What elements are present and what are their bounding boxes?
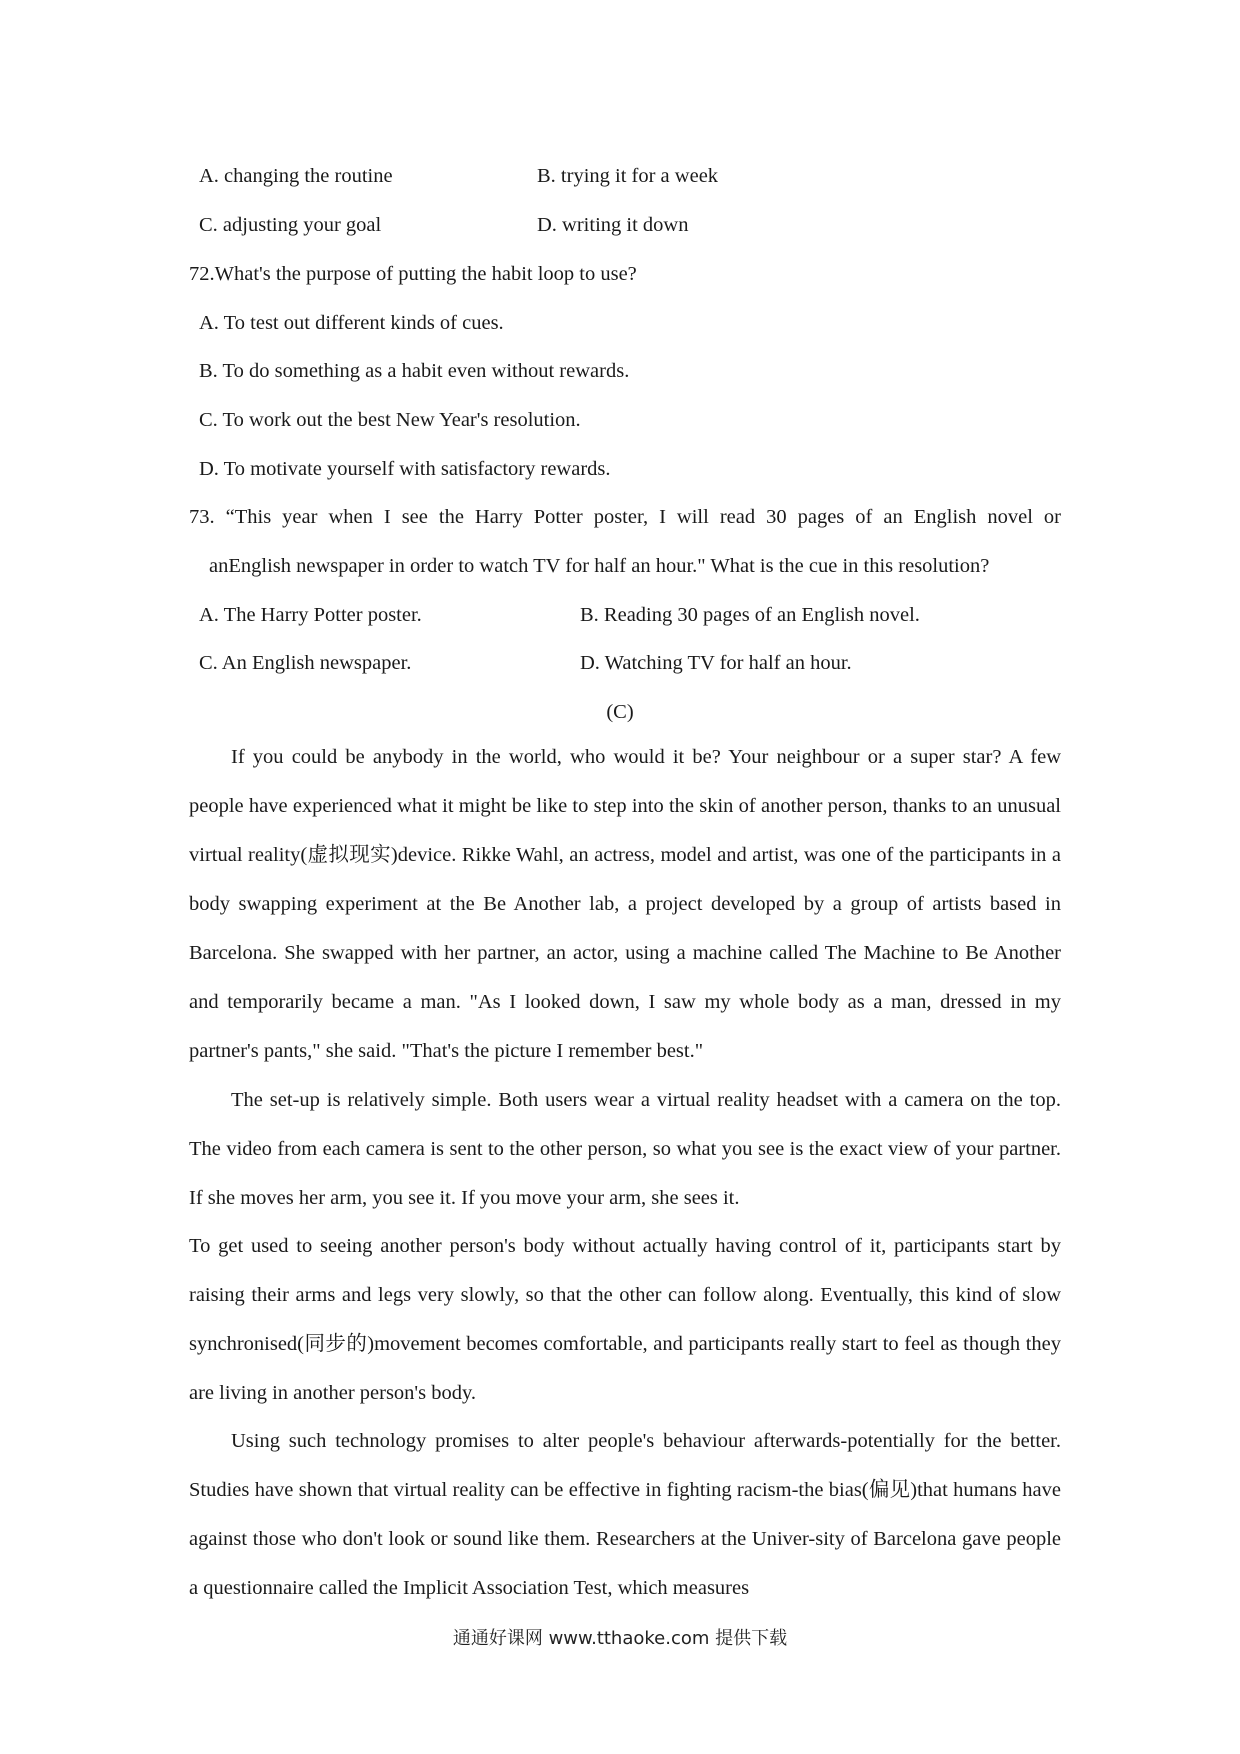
q73-option-c: C. An English newspaper. (199, 652, 412, 674)
q72-option-c: C. To work out the best New Year's resolution. (199, 409, 581, 431)
passage-paragraph-3: To get used to seeing another person's body without actually having control of it, participants start by raising their arms and legs very slowly, so that the other can follow along. Eventually, this kind of slow synchronised(同步的)movement becomes comfortable, and participants really start to feel as though they are living in another person's body. (189, 1235, 1061, 1404)
q73-option-a: A. The Harry Potter poster. (199, 604, 422, 626)
q71-option-c: C. adjusting your goal (199, 214, 382, 236)
q72-stem: 72.What's the purpose of putting the habit loop to use? (189, 263, 637, 285)
passage-paragraph-4: Using such technology promises to alter people's behaviour afterwards-potentially for the better. Studies have shown that virtual reality can be effective in fighting racism-the bias(偏见)that humans have against those who don't look or sound like them. Researchers at the Univer-sity of Barcelona gave people a questionnaire called the Implicit Association Test, which measures (189, 1430, 1061, 1599)
page-footer: 通通好课网 www.tthaoke.com 提供下载 (452, 1628, 788, 1649)
q71-option-a: A. changing the routine (199, 165, 393, 187)
q72-option-b: B. To do something as a habit even without rewards. (199, 360, 630, 382)
q73-stem-line2: anEnglish newspaper in order to watch TV for half an hour." What is the cue in this resolution? (209, 555, 990, 577)
q73-option-b: B. Reading 30 pages of an English novel. (580, 604, 920, 626)
q73-stem-line1: 73. “This year when I see the Harry Potter poster, I will read 30 pages of an English novel or (189, 506, 1061, 528)
q72-option-d: D. To motivate yourself with satisfactory rewards. (199, 458, 611, 480)
q73-option-d: D. Watching TV for half an hour. (580, 652, 852, 674)
q71-option-b: B. trying it for a week (537, 165, 719, 187)
passage-paragraph-2: The set-up is relatively simple. Both users wear a virtual reality headset with a camera on the top. The video from each camera is sent to the other person, so what you see is the exact view of your partner. If she moves her arm, you see it. If you move your arm, she sees it. (189, 1089, 1061, 1209)
q72-option-a: A. To test out different kinds of cues. (199, 312, 504, 334)
section-label: (C) (606, 701, 634, 723)
q71-option-d: D. writing it down (537, 214, 689, 236)
passage-paragraph-1: If you could be anybody in the world, who would it be? Your neighbour or a super star? A few people have experienced what it might be like to step into the skin of another person, thanks to an unusual virtual reality(虚拟现实)device. Rikke Wahl, an actress, model and artist, was one of the participants in a body swapping experiment at the Be Another lab, a project developed by a group of artists based in Barcelona. She swapped with her partner, an actor, using a machine called The Machine to Be Another and temporarily became a man. "As I looked down, I saw my whole body as a man, dressed in my partner's pants," she said. "That's the picture I remember best." (189, 746, 1061, 1062)
